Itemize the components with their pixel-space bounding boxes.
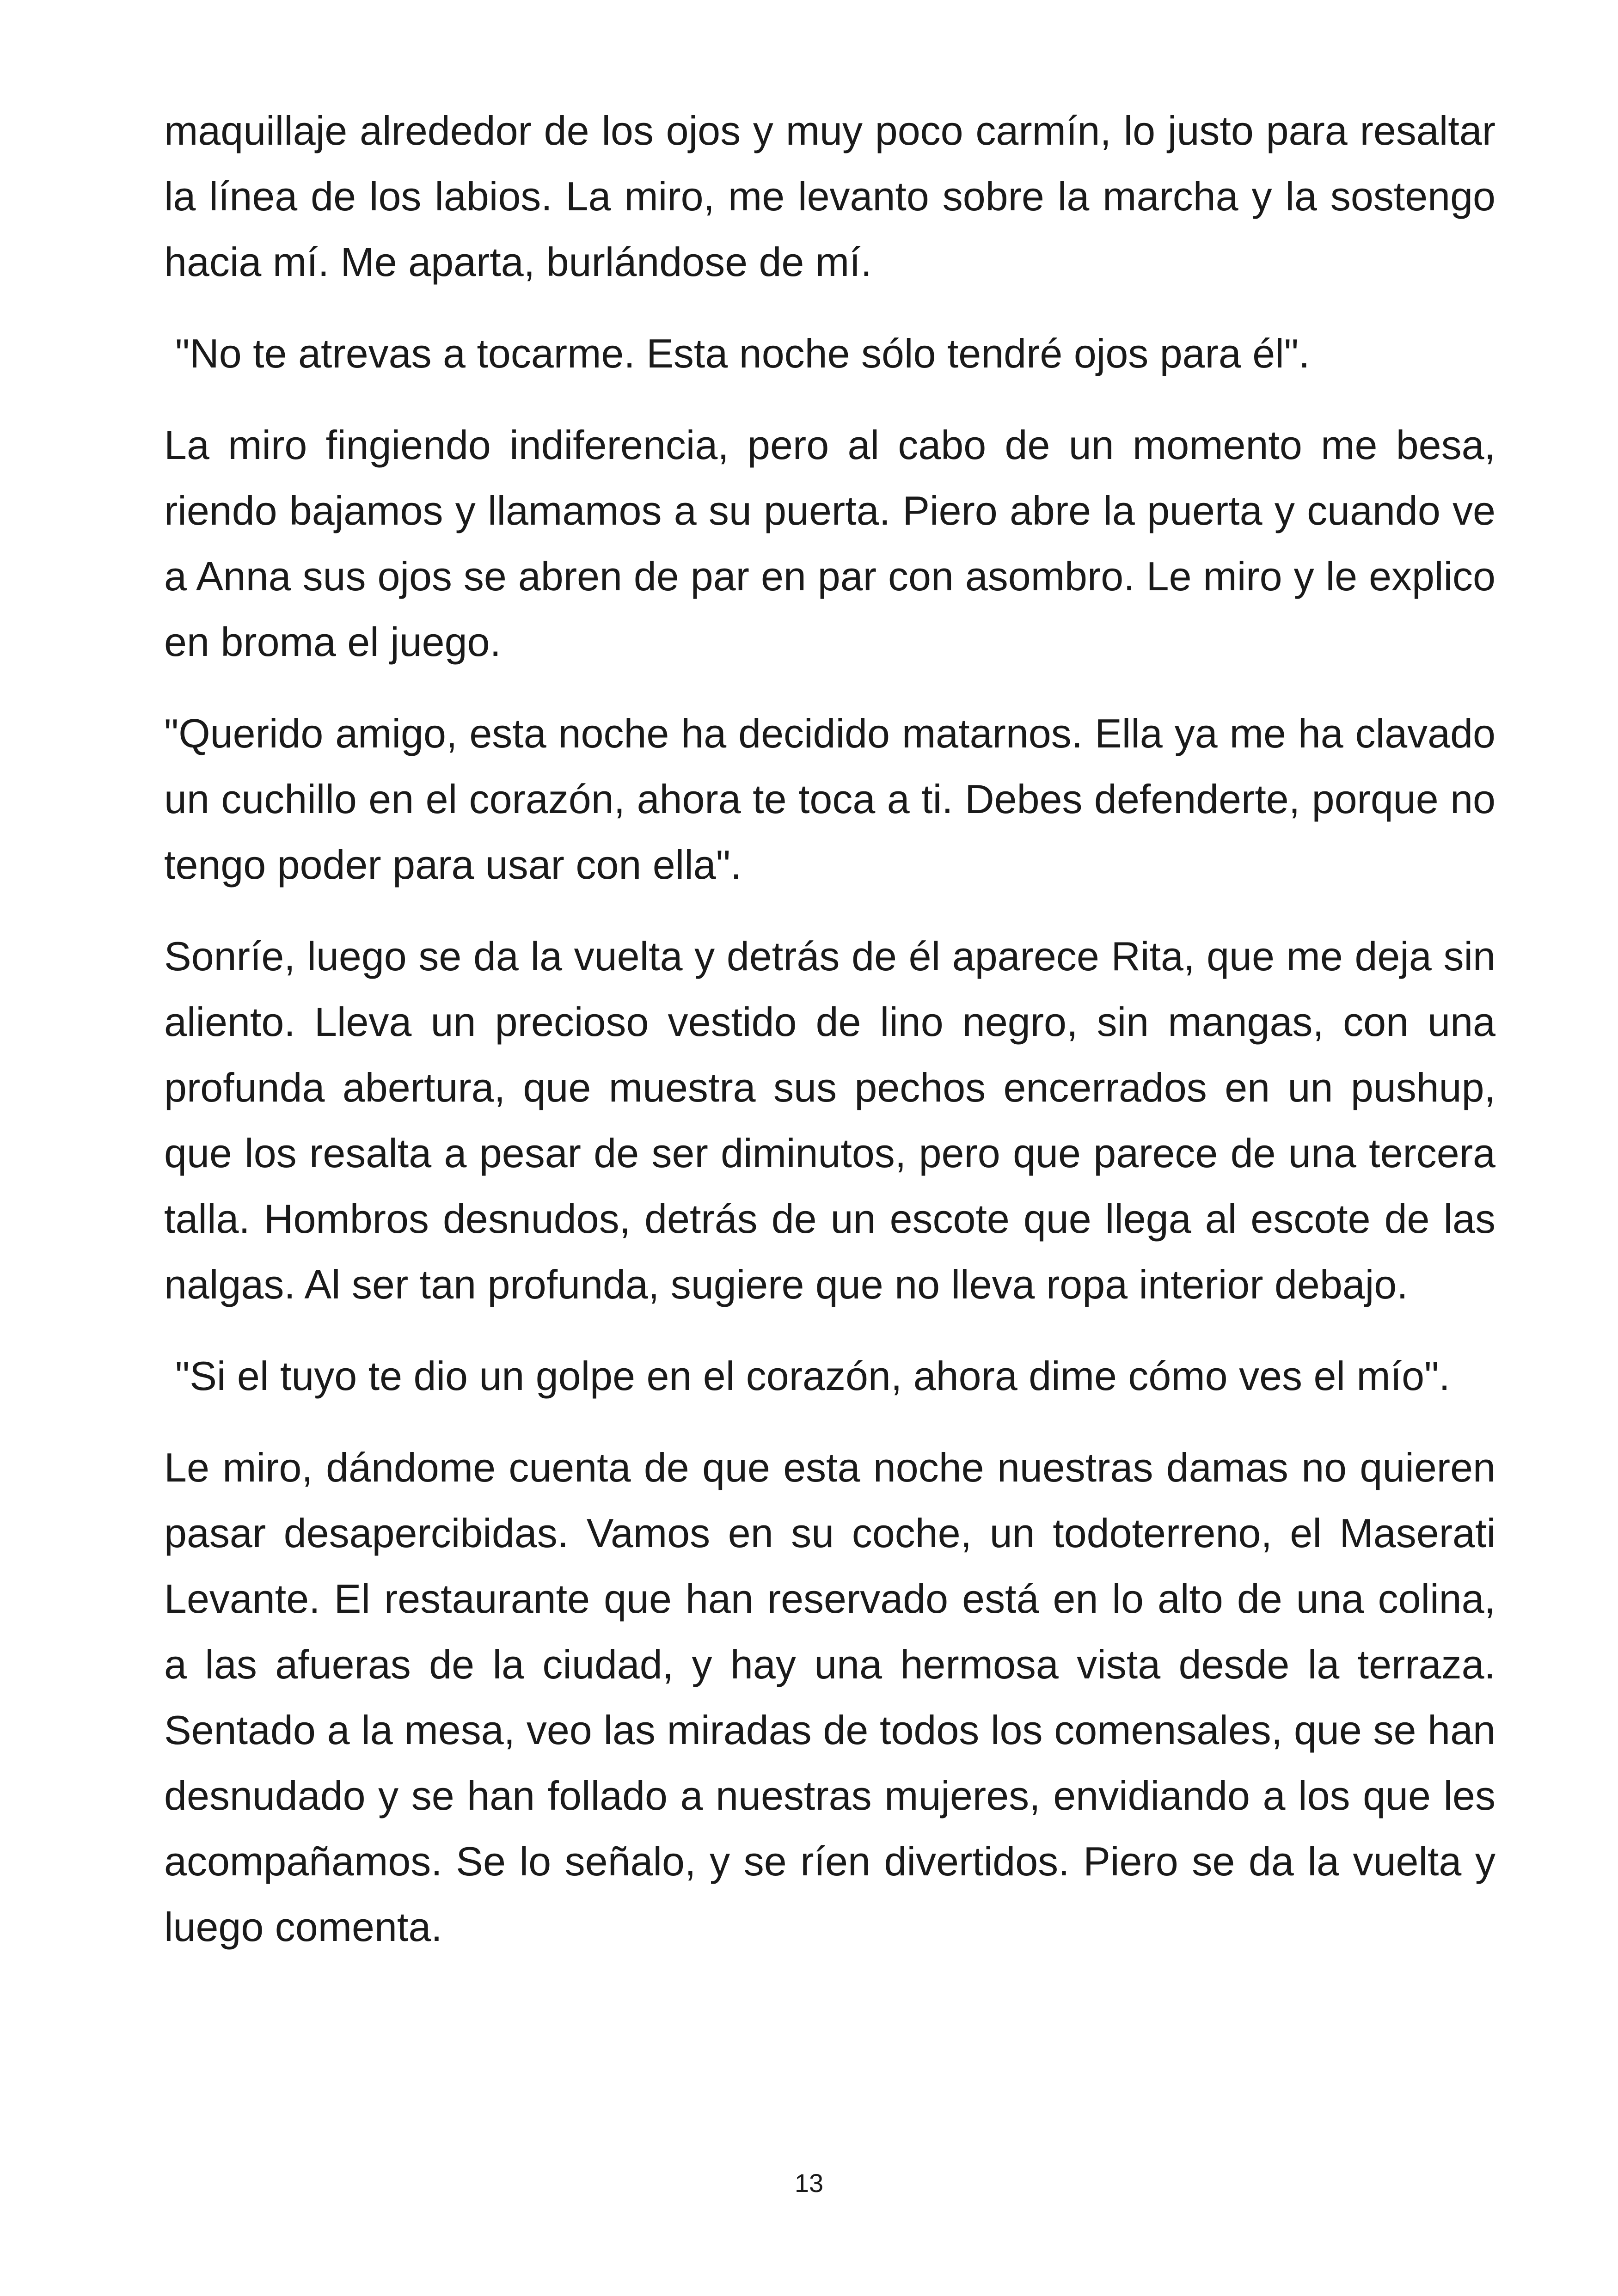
dialogue-paragraph: "Querido amigo, esta noche ha decidido matarnos. Ella ya me ha clavado un cuchillo en el corazón, ahora te toca a ti. Debes defenderte, porque no tengo poder para usar con ella". [164,710,1495,888]
paragraph: Sonríe, luego se da la vuelta y detrás de él aparece Rita, que me deja sin aliento. Lleva un precioso vestido de lino negro, sin mangas, con una profunda abertura, que muestra sus pechos encerrados en un pushup, que los resalta a pesar de ser diminutos, pero que parece de una tercera talla. Hombros desnudos, detrás de un escote que llega al escote de las nalgas. Al ser tan profunda, sugiere que no lleva ropa interior debajo. [164,933,1495,1307]
dialogue-paragraph: "No te atrevas a tocarme. Esta noche sólo tendré ojos para él". [175,331,1310,376]
body-text [164,98,1495,1986]
paragraph: La miro fingiendo indiferencia, pero al cabo de un momento me besa, riendo bajamos y llamamos a su puerta. Piero abre la puerta y cuando ve a Anna sus ojos se abren de par en par con asombro. Le miro y le explico en broma el juego. [164,422,1495,665]
paragraph: maquillaje alrededor de los ojos y muy poco carmín, lo justo para resaltar la línea de los labios. La miro, me levanto sobre la marcha y la sostengo hacia mí. Me aparta, burlándose de mí. [164,108,1495,285]
dialogue-paragraph: "Si el tuyo te dio un golpe en el corazón, ahora dime cómo ves el mío". [175,1353,1450,1399]
paragraph: Le miro, dándome cuenta de que esta noche nuestras damas no quieren pasar desapercibidas. Vamos en su coche, un todoterreno, el Maserati Levante. El restaurante que han reservado está en lo alto de una colina, a las afueras de la ciudad, y hay una hermosa vista desde la terraza. Sentado a la mesa, veo las miradas de todos los comensales, que se han desnudado y se han follado a nuestras mujeres, envidiando a los que les acompañamos. Se lo señalo, y se ríen divertidos. Piero se da la vuelta y luego comenta. [164,1445,1495,1950]
page-number: 13 [794,2168,824,2198]
